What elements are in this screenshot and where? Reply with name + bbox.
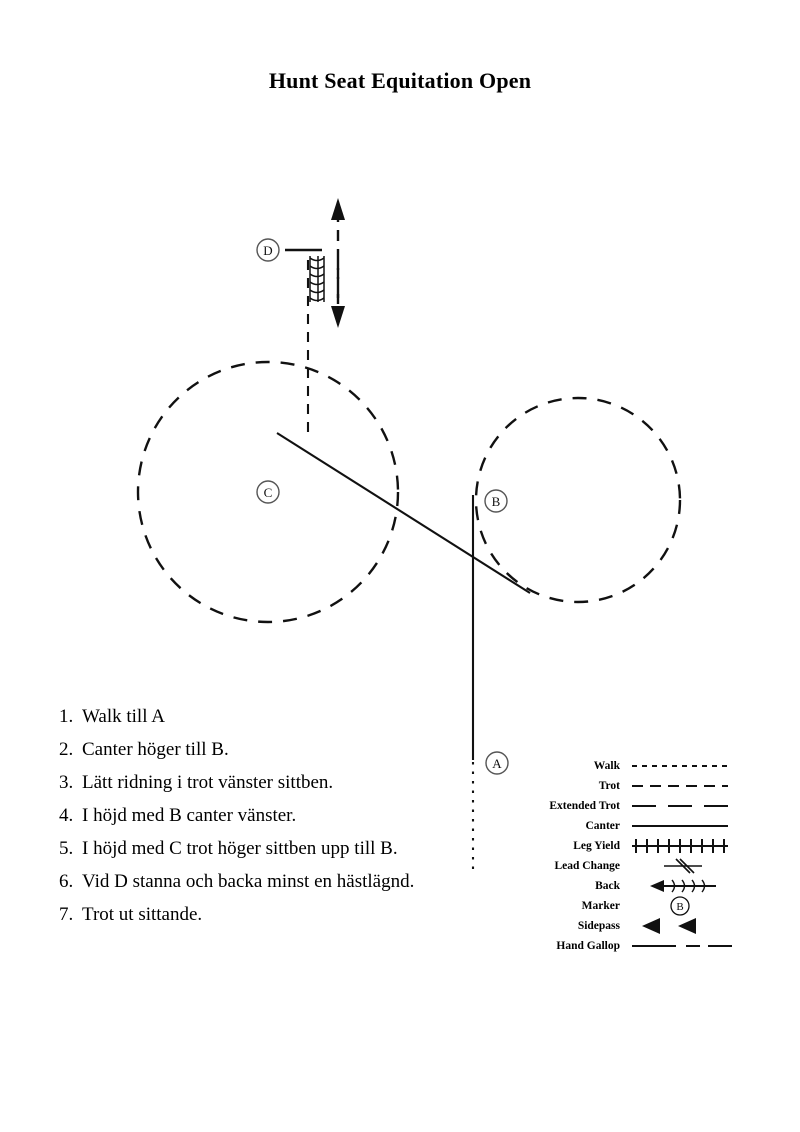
legend-label: Sidepass — [577, 920, 620, 932]
legend-row-canter — [520, 816, 770, 836]
legend — [520, 756, 770, 956]
legend-label: Lead Change — [554, 860, 620, 872]
marker-a — [486, 752, 508, 774]
marker-c — [257, 481, 279, 503]
legend-label: Canter — [585, 820, 620, 832]
legend-row-trot — [520, 776, 770, 796]
legend-label: Extended Trot — [549, 800, 620, 812]
marker-b — [485, 490, 507, 512]
instruction-list — [44, 700, 464, 931]
legend-row-sidepass — [520, 916, 770, 936]
marker-d-label: D — [263, 243, 273, 258]
legend-row-marker — [520, 896, 770, 916]
marker-c-label: C — [263, 485, 273, 500]
legend-label: Marker — [581, 900, 620, 912]
legend-label: Back — [595, 880, 620, 892]
marker-a-label: A — [492, 756, 502, 771]
legend-label: Leg Yield — [573, 840, 620, 852]
leg-yield-symbol-icon — [628, 836, 740, 856]
canter-diagonal-line — [277, 433, 530, 593]
hand-gallop-symbol-icon — [628, 936, 740, 956]
sidepass-symbol-icon — [628, 916, 740, 936]
legend-row-extended-trot — [520, 796, 770, 816]
list-item: 6. Vid D stanna och backa minst en hästlägnd. — [78, 865, 464, 898]
list-item: 4. I höjd med B canter vänster. — [78, 799, 464, 832]
legend-row-back — [520, 876, 770, 896]
list-item: 5. I höjd med C trot höger sittben upp till B. — [78, 832, 464, 865]
legend-row-walk — [520, 756, 770, 776]
trot-symbol-icon — [628, 776, 740, 796]
back-arrow-head — [331, 306, 345, 328]
extended-trot-symbol-icon — [628, 796, 740, 816]
back-symbol — [310, 256, 324, 302]
marker-symbol-icon — [628, 896, 740, 916]
list-item: 1. Walk till A — [78, 700, 464, 733]
legend-marker-letter: B — [676, 901, 684, 913]
marker-b-label: B — [491, 494, 501, 509]
legend-label: Hand Gallop — [556, 940, 620, 952]
legend-label: Walk — [593, 760, 620, 772]
legend-row-hand-gallop — [520, 936, 770, 956]
list-item: 7. Trot ut sittande. — [78, 898, 464, 931]
list-item: 3. Lätt ridning i trot vänster sittben. — [78, 766, 464, 799]
walk-symbol-icon — [628, 756, 740, 776]
legend-row-leg-yield — [520, 836, 770, 856]
page-title: Hunt Seat Equitation Open — [268, 68, 532, 93]
lead-change-symbol-icon — [628, 856, 740, 876]
marker-d — [257, 239, 279, 261]
exit-arrow-head — [331, 198, 345, 220]
back-symbol-icon — [628, 876, 740, 896]
canter-symbol-icon — [628, 816, 740, 836]
list-item: 2. Canter höger till B. — [78, 733, 464, 766]
legend-row-lead-change — [520, 856, 770, 876]
legend-label: Trot — [598, 780, 620, 792]
